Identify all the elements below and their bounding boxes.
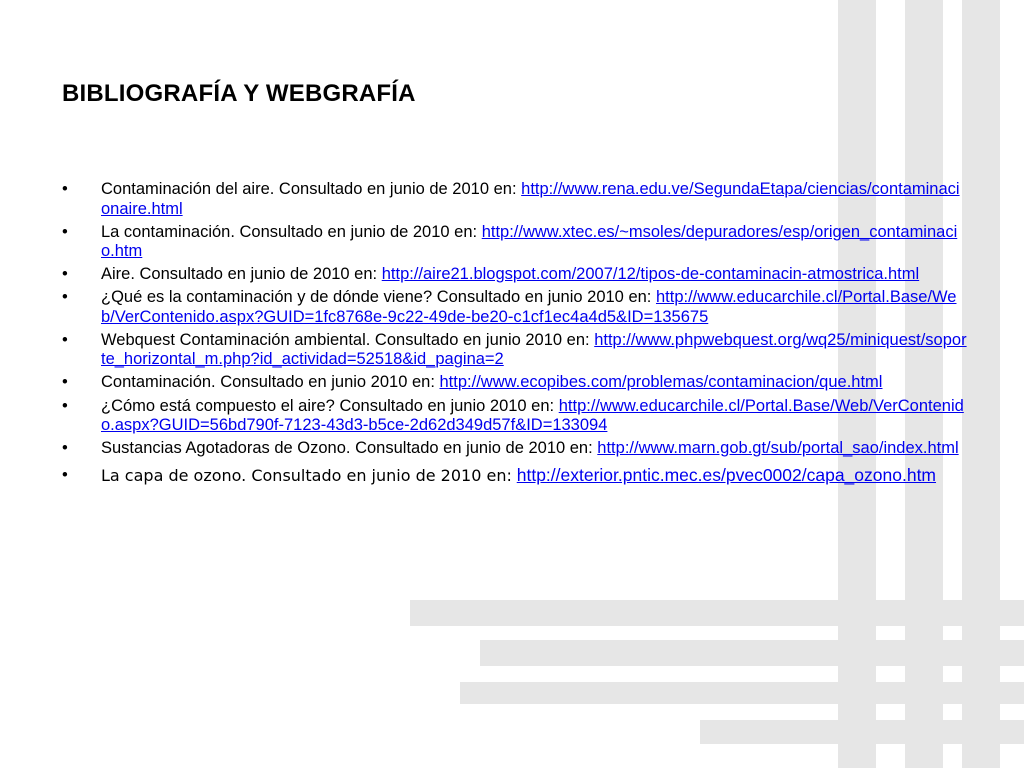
entry-text: La contaminación. Consultado en junio de 2010 en: [101,222,478,241]
bullet-icon: • [62,330,68,349]
decorative-horizontal-bar [480,640,1024,666]
entry-text: Webquest Contaminación ambiental. Consultado en junio 2010 en: [101,330,590,349]
bibliography-entry [62,439,967,459]
entry-text: ¿Qué es la contaminación y de dónde viene? Consultado en junio 2010 en: [101,288,652,307]
entry-text: Aire. Consultado en junio de 2010 en: [101,265,378,284]
bullet-icon: • [62,396,68,415]
bullet-icon: • [62,465,68,484]
entry-link[interactable]: http://www.ecopibes.com/problemas/contaminacion/que.html [439,373,883,392]
bibliography-entry [62,465,967,487]
decorative-horizontal-bar [700,720,1024,744]
bullet-icon: • [62,222,68,241]
entry-text: Contaminación. Consultado en junio 2010 en: [101,373,435,392]
entry-link[interactable]: http://www.xtec.es/~msoles/depuradores/esp/origen_contaminacio.htm [101,222,958,261]
bibliography-list [62,180,967,490]
decorative-horizontal-bar [460,682,1024,704]
bullet-icon: • [62,439,68,458]
entry-text: ¿Cómo está compuesto el aire? Consultado en junio 2010 en: [101,396,555,415]
slide-title: BIBLIOGRAFÍA Y WEBGRAFÍA [62,80,416,107]
bibliography-entry [62,397,967,436]
entry-text: Contaminación del aire. Consultado en junio de 2010 en: [101,180,517,198]
entry-link[interactable]: http://www.educarchile.cl/Portal.Base/Web/VerContenido.aspx?GUID=1fc8768e-9c22-49de-be20-c1cf1ec4a4d5&ID=135675 [101,288,957,326]
entry-link[interactable]: http://www.rena.edu.ve/SegundaEtapa/ciencias/contaminacionaire.html [101,180,960,218]
bibliography-entry [62,331,967,370]
entry-link[interactable]: http://exterior.pntic.mec.es/pvec0002/capa_ozono.htm [516,464,937,485]
entry-text: Sustancias Agotadoras de Ozono. Consultado en junio de 2010 en: [101,439,593,458]
entry-link[interactable]: http://aire21.blogspot.com/2007/12/tipos-de-contaminacin-atmostrica.html [381,265,920,284]
bullet-icon: • [62,180,68,198]
bibliography-entry [62,223,967,262]
bullet-icon: • [62,288,68,307]
bibliography-entry [62,288,967,327]
bullet-icon: • [62,373,68,392]
entry-link[interactable]: http://www.phpwebquest.org/wq25/miniquest/soporte_horizontal_m.php?id_actividad=52518&id_pagina=2 [101,330,967,369]
entry-text: La capa de ozono. Consultado en junio de 2010 en: [101,465,512,485]
bibliography-entry [62,373,967,393]
bibliography-entry [62,180,967,219]
decorative-horizontal-bar [410,600,1024,626]
entry-link[interactable]: http://www.marn.gob.gt/sub/portal_sao/index.html [597,439,959,458]
bullet-icon: • [62,265,68,284]
bibliography-entry [62,265,967,285]
entry-link[interactable]: http://www.educarchile.cl/Portal.Base/Web/VerContenido.aspx?GUID=56bd790f-7123-43d3-b5ce-2d62d349d57f&ID=133094 [101,396,964,435]
